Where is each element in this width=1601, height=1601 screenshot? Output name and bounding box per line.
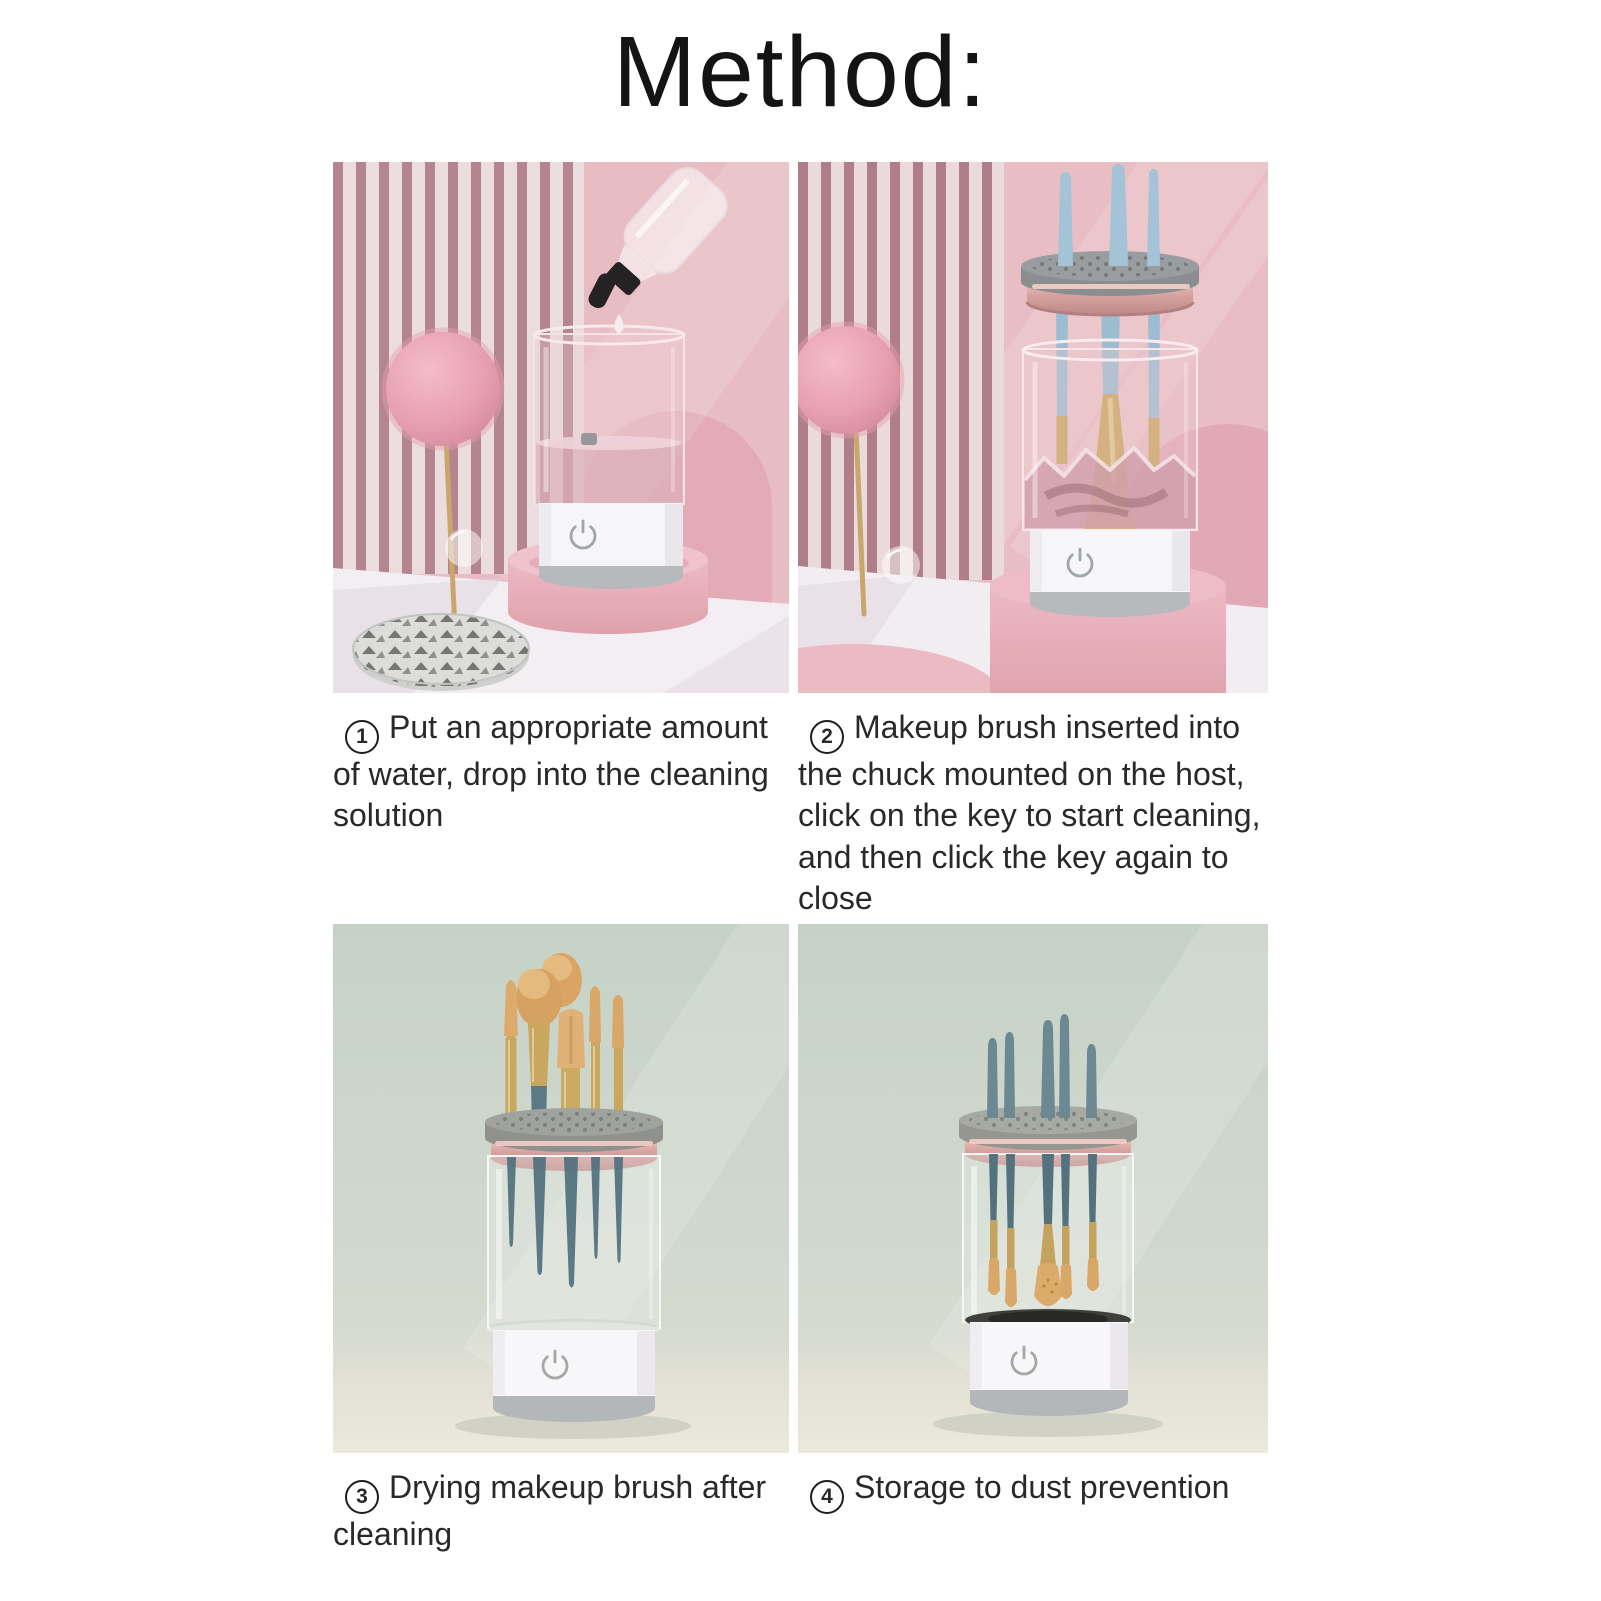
pompom-ball [386, 332, 500, 446]
step-4-number: 4 [810, 1480, 844, 1514]
glass-ball [882, 546, 920, 584]
step-1-illustration [333, 162, 789, 693]
step-3-text: Drying makeup brush after cleaning [333, 1469, 767, 1552]
water [536, 443, 682, 504]
step-1-photo [333, 162, 789, 693]
glass-ball [445, 529, 483, 567]
step-4-text: Storage to dust prevention [854, 1469, 1230, 1506]
page-title: Method: [612, 16, 989, 128]
step-1-number: 1 [345, 720, 379, 754]
spindle-clip [581, 433, 597, 445]
step-3-caption [333, 1453, 789, 1559]
brush-mat-coaster [351, 612, 531, 691]
cleaner-device [488, 1156, 660, 1422]
cleaner-device [963, 1154, 1133, 1416]
step-3-photo [333, 924, 789, 1453]
step-1-caption [333, 693, 789, 924]
step-2-photo [798, 162, 1268, 693]
step-3-illustration [333, 924, 789, 1453]
steps-grid [333, 162, 1268, 1559]
step-2-number: 2 [810, 720, 844, 754]
step-4-photo [798, 924, 1268, 1453]
step-2-text: Makeup brush inserted into the chuck mounted on the host, click on the key to start cleaning, and then click the key again to close [798, 709, 1261, 917]
cleaner-device [534, 326, 684, 589]
step-2-illustration [798, 162, 1268, 693]
step-4-caption [798, 1453, 1268, 1559]
step-4-illustration [798, 924, 1268, 1453]
step-3-number: 3 [345, 1480, 379, 1514]
step-1-text: Put an appropriate amount of water, drop into the cleaning solution [333, 709, 769, 834]
step-2-caption [798, 693, 1268, 924]
